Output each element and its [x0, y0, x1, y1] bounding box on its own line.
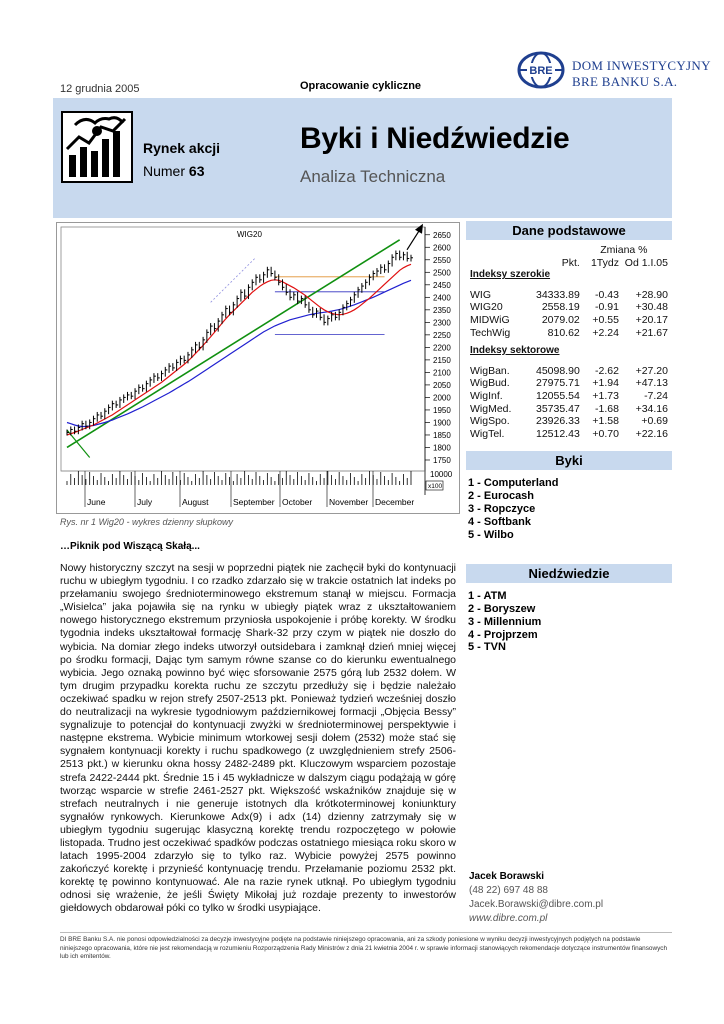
broad-index-w: -0.43	[595, 288, 619, 301]
byki-item: 1 - Computerland	[468, 477, 559, 490]
article-heading: …Piknik pod Wiszącą Skałą...	[60, 541, 200, 552]
sector-index-y: +47.13	[635, 377, 668, 390]
sector-index-name: WigBud.	[470, 377, 510, 390]
sector-index-row	[470, 415, 668, 428]
author-phone: (48 22) 697 48 88	[469, 885, 548, 896]
footer-rule	[60, 932, 672, 933]
broad-index-y: +20.17	[635, 313, 668, 326]
broad-index-row	[470, 289, 668, 302]
sector-index-row	[470, 377, 668, 390]
broad-index-name: TechWig	[470, 326, 511, 339]
month-label: July	[137, 497, 153, 507]
sector-index-y: +22.16	[635, 427, 668, 440]
broad-index-y: +21.67	[635, 326, 668, 339]
sector-index-name: WigSpo.	[470, 415, 510, 428]
chart-title: WIG20	[237, 230, 262, 239]
broad-index-y: +30.48	[635, 301, 668, 314]
y-tick-label: 2550	[433, 255, 451, 265]
sector-index-pkt: 12512.43	[535, 427, 580, 440]
sector-index-pkt: 27975.71	[535, 377, 580, 390]
sector-index-name: WigBan.	[470, 364, 510, 377]
logo-line2: BRE BANKU S.A.	[572, 74, 678, 89]
cyclic-label: Opracowanie cykliczne	[300, 80, 422, 92]
section-indeksy-sektorowe: Indeksy sektorowe	[470, 345, 560, 357]
dane-table	[466, 240, 672, 440]
sector-index-pkt: 23926.33	[535, 415, 580, 428]
niedzwiedzie-item: 3 - Millennium	[468, 615, 542, 628]
byki-item: 4 - Softbank	[468, 515, 531, 528]
byki-item: 5 - Wilbo	[468, 528, 514, 541]
section1-suffix: e	[544, 269, 551, 281]
issue-number-value: 63	[188, 163, 205, 179]
niedzwiedzie-list	[466, 590, 672, 654]
sector-index-w: +1.58	[592, 415, 619, 428]
sector-index-name: WigInf.	[470, 389, 503, 402]
y-tick-label: 2500	[433, 268, 451, 278]
sector-index-pkt: 35735.47	[535, 402, 580, 415]
broad-index-pkt: 2079.02	[541, 313, 580, 326]
article-body: Nowy historyczny szczyt na sesji w poprzedni piątek nie zachęcił byki do kontynuacji ruchu w ubiegłym tygodniu. I co rzadko zdarzało się w trakcie ostatnich lat indeks po przełamaniu swojego średnioterminowego ekstremum stanął w miejscu. Formacja „Wisielca” jaka pojawiła się na rynku w ubiegły piątek wraz z ukształtowaniem nowego historycznego ekstremum przyniosła uspokojenie i próbę korekty. W środku tygodnia indeks ukształtował formację Shark-32 przy czym w piątek nie doszło do wybicia. Na domiar złego indeks utworzył outsidebara i zamknął dzień mniej więcej po środku formacji, Dając tym samym równe szanse co do kierunku ewentualnego wybicia. Jego oznaką powinno być więc sforsowanie 2575 górą lub 2532 dołem. W tym drugim przypadku korekta ruchu ze szczytu przedłuży się i będzie należało oczekiwać spadku w rejon strefy 2507-2513 pkt. Ponieważ tydzień wcześniej doszło do neutralizacji na wykresie tygodniowym październikowej formacji „Objęcia Bessy” sygnalizuje to potencjał do kontynuacji zwyżki w średnioterminowej perspektywie i następne ekstrema. Wybicie minimum wtorkowej sesji dołem (2532) może stać się sygnałem kontynuacji korekty i ruchu spadkowego (z uwzględnieniem strefy 2506-2513 pkt.) w kierunku okna hossy 2482-2489 pkt. Kluczowym wsparciem pozostaje strefa 2422-2444 pkt. Średnie 15 i 45 wykładnicze w dalszym ciągu podążają w górę tworząc wsparcie w strefie 2461-2527 pkt. Większość wskaźników znajduje się w strefach neutralnych i nie generuje istotnych dla krótkoterminowej koniunktury sygnałów rynkowych. Kierunkowe Adx(9) i adx (14) dzienny zatrzymały się w ubiegłym tygodniu sugerując klasyczną korektę trendu rozpoczętego w połowie listopada. Trudno jest oczekiwać spadków podczas ostatniego miesiąca roku skoro w latach 1995-2004 zdarzyło się to tylko raz. Wybicie powyżej 2575 powinno zakończyć korektę i przynieść kontynuację trendu. Przełamanie poziomu 2532 pkt. korektę tę powinno kontynuować. Ale na razie rynek utknął. Po ubiegłym tygodniu odnosi się wrażenie, że jeśli Święty Mikołaj już rozdaje prezenty to inwestorów giełdowych obdarował póki co tylko w środki usypiające.	[60, 562, 456, 915]
wig20-chart-svg	[57, 223, 459, 513]
wig20-chart	[56, 222, 460, 514]
bull-chart-icon	[61, 111, 133, 183]
sector-index-row	[470, 365, 668, 378]
y-tick-label: 2600	[433, 243, 451, 253]
y-tick-label: 2200	[433, 343, 451, 353]
broad-index-pkt: 2558.19	[541, 301, 580, 314]
y-tick-label: 2100	[433, 368, 451, 378]
broad-index-row	[470, 301, 668, 314]
title-banner	[53, 98, 672, 218]
y-tick-label: 1750	[433, 455, 451, 465]
author-website[interactable]: www.dibre.com.pl	[469, 913, 548, 924]
broad-index-y: +28.90	[635, 288, 668, 301]
month-label: December	[375, 497, 415, 507]
sector-index-pkt: 45098.90	[535, 364, 580, 377]
broad-index-w: +2.24	[592, 326, 619, 339]
report-title: Byki i Niedźwiedzie	[300, 122, 570, 155]
author-block	[469, 870, 603, 926]
col-ytd: Od 1.I.05	[624, 256, 668, 269]
broad-index-rows	[470, 289, 668, 339]
month-label: November	[329, 497, 369, 507]
sector-index-row	[470, 403, 668, 416]
author-email[interactable]: Jacek.Borawski@dibre.com.pl	[469, 899, 604, 910]
dane-header-row1	[470, 244, 668, 257]
y-tick-label: 2150	[433, 355, 451, 365]
byki-list	[466, 477, 672, 541]
y-tick-label: 1850	[433, 430, 451, 440]
disclaimer: DI BRE Banku S.A. nie ponosi odpowiedzialności za decyzje inwestycyjne podjęte na podstawie niniejszego opracowania, ani za szkody poniesione w wyniku decyzji inwestycyjnych podjętych na podstawie niniejszego opracowania, które nie jest rekomendacją w rozumieniu Rozporządzenia Rady Ministrów z dnia 21 kwietnia 2004 r. w sprawie informacji stanowiących rekomendacje dotyczące instrumentów finansowych lub ich emitentów.	[60, 936, 668, 961]
chart-caption: Rys. nr 1 Wig20 - wykres dzienny słupkowy	[60, 517, 233, 527]
y-tick-label: 1900	[433, 418, 451, 428]
broad-index-name: WIG	[470, 288, 491, 301]
broad-index-w: -0.91	[595, 301, 619, 314]
sector-index-y: +0.69	[641, 415, 668, 428]
change-header: Zmiana %	[600, 244, 648, 256]
section-indeksy-szerokie	[470, 269, 668, 282]
sector-index-name: WigTel.	[470, 427, 505, 440]
niedzwiedzie-item: 4 - Projprzem	[468, 628, 538, 641]
sector-index-rows	[470, 365, 668, 441]
sector-index-y: +27.20	[635, 364, 668, 377]
y-tick-label: 1800	[433, 443, 451, 453]
broad-index-row	[470, 327, 668, 340]
sector-index-w: -1.68	[595, 402, 619, 415]
sector-index-y: +34.16	[635, 402, 668, 415]
y-tick-label: 2300	[433, 318, 451, 328]
y-tick-label: 2650	[433, 230, 451, 240]
col-pkt: Pkt.	[561, 256, 580, 269]
y-tick-label: 2350	[433, 305, 451, 315]
issue-number	[143, 163, 204, 179]
dane-header: Dane podstawowe	[466, 221, 672, 240]
broad-index-row	[470, 314, 668, 327]
dane-header-row2	[470, 257, 668, 270]
broad-index-w: +0.55	[592, 313, 619, 326]
col-1tydz: 1Tydz	[590, 256, 619, 269]
month-label: October	[282, 497, 313, 507]
niedzwiedzie-item: 5 - TVN	[468, 641, 506, 654]
sector-index-row	[470, 390, 668, 403]
market-label: Rynek akcji	[143, 140, 221, 156]
byki-item: 3 - Ropczyce	[468, 502, 536, 515]
logo-line1: DOM INWESTYCYJNY	[572, 58, 711, 73]
sector-index-y: -7.24	[644, 389, 668, 402]
report-subtitle: Analiza Techniczna	[300, 167, 446, 186]
y-tick-label: 2250	[433, 330, 451, 340]
broad-index-pkt: 34333.89	[535, 288, 580, 301]
y-tick-label: 2000	[433, 393, 451, 403]
byki-item: 2 - Eurocash	[468, 490, 535, 503]
issue-number-label: Numer	[143, 163, 186, 179]
niedzwiedzie-header: Niedźwiedzie	[466, 564, 672, 583]
month-label: August	[182, 497, 209, 507]
logo-mark-text: BRE	[529, 65, 553, 77]
author-name: Jacek Borawski	[469, 871, 545, 882]
volume-tick-label: 10000	[430, 470, 453, 479]
y-tick-label: 1950	[433, 405, 451, 415]
month-label: September	[233, 497, 275, 507]
report-date: 12 grudnia 2005	[60, 83, 140, 95]
section1-label: Indeksy szeroki	[470, 269, 545, 281]
volume-unit-label: x100	[428, 483, 443, 490]
bre-globe-logo	[516, 50, 566, 95]
month-label: June	[87, 497, 106, 507]
broad-index-pkt: 810.62	[547, 326, 580, 339]
niedzwiedzie-item: 1 - ATM	[468, 590, 507, 603]
y-tick-label: 2050	[433, 380, 451, 390]
sector-index-row	[470, 428, 668, 441]
sector-index-name: WigMed.	[470, 402, 512, 415]
bre-logo-text	[572, 58, 711, 90]
sector-index-w: +1.94	[592, 377, 619, 390]
y-tick-label: 2450	[433, 280, 451, 290]
sidebar	[466, 221, 672, 654]
sector-index-w: +0.70	[592, 427, 619, 440]
byki-header: Byki	[466, 451, 672, 470]
broad-index-name: WIG20	[470, 301, 503, 314]
sector-index-pkt: 12055.54	[535, 389, 580, 402]
sector-index-w: -2.62	[595, 364, 619, 377]
broad-index-name: MIDWiG	[470, 313, 510, 326]
sector-index-w: +1.73	[592, 389, 619, 402]
y-tick-label: 2400	[433, 293, 451, 303]
niedzwiedzie-item: 2 - Boryszew	[468, 603, 536, 616]
